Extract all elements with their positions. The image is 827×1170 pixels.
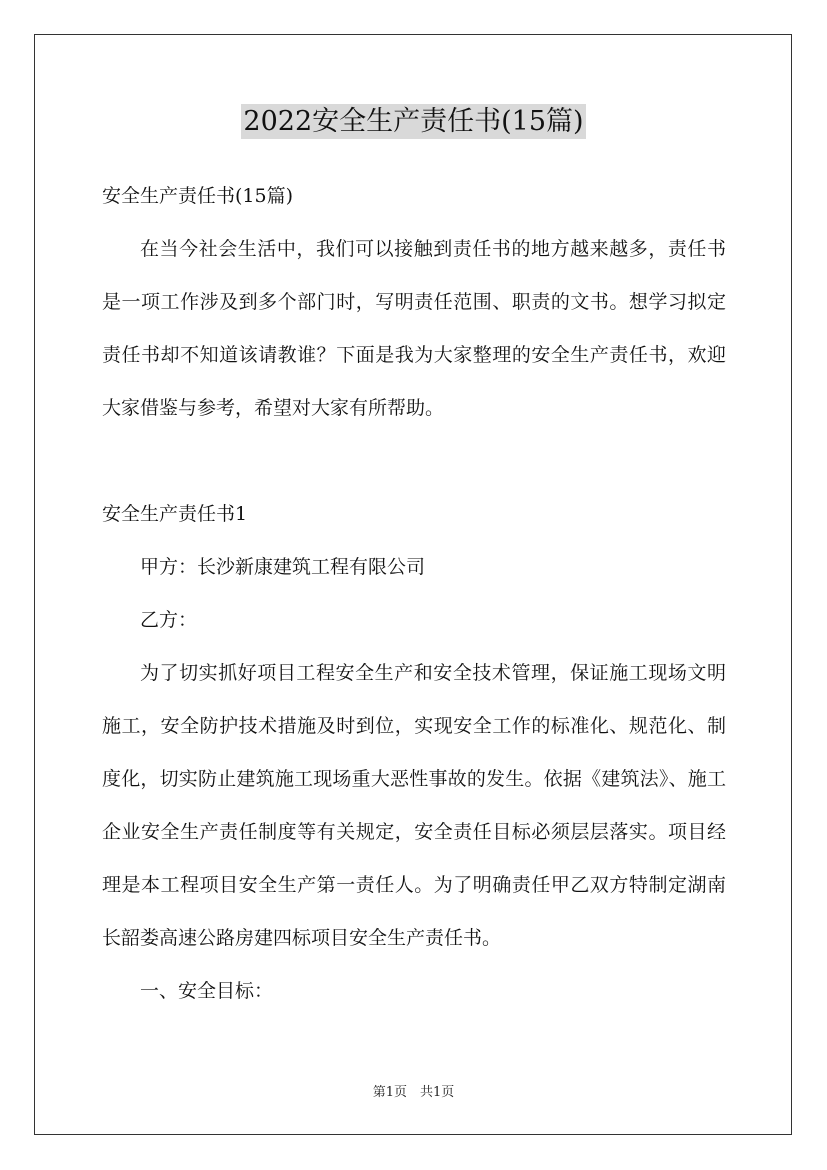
page-number: 第1页 共1页 xyxy=(372,1085,455,1100)
body-paragraph: 为了切实抓好项目工程安全生产和安全技术管理，保证施工现场文明施工，安全防护技术措施及时到位，实现安全工作的标准化、规范化、制度化，切实防止建筑施工现场重大恶性事故的发生。依据《建筑法》、施工企业安全生产责任制度等有关规定，安全责任目标必须层层落实。项目经理是本工程项目安全生产第一责任人。为了明确责任甲乙双方特制定湖南长韶娄高速公路房建四标项目安全生产责任书。 xyxy=(102,662,726,949)
safety-goal-heading: 一、安全目标： xyxy=(140,980,274,1002)
document-body xyxy=(102,170,726,1018)
document-title-text: 2022安全生产责任书(15篇) xyxy=(243,106,584,137)
intro-paragraph: 在当今社会生活中，我们可以接触到责任书的地方越来越多，责任书是一项工作涉及到多个部门时，写明责任范围、职责的文书。想学习拟定责任书却不知道该请教谁？下面是我为大家整理的安全生产责任书，欢迎大家借鉴与参考，希望对大家有所帮助。 xyxy=(102,238,726,419)
party-b: 乙方： xyxy=(140,609,198,631)
document-title xyxy=(0,102,827,142)
subtitle-paragraph: 安全生产责任书(15篇) xyxy=(102,185,294,207)
party-a: 甲方：长沙新康建筑工程有限公司 xyxy=(140,556,426,578)
blank-line xyxy=(102,435,726,488)
section-heading: 安全生产责任书1 xyxy=(102,503,248,525)
